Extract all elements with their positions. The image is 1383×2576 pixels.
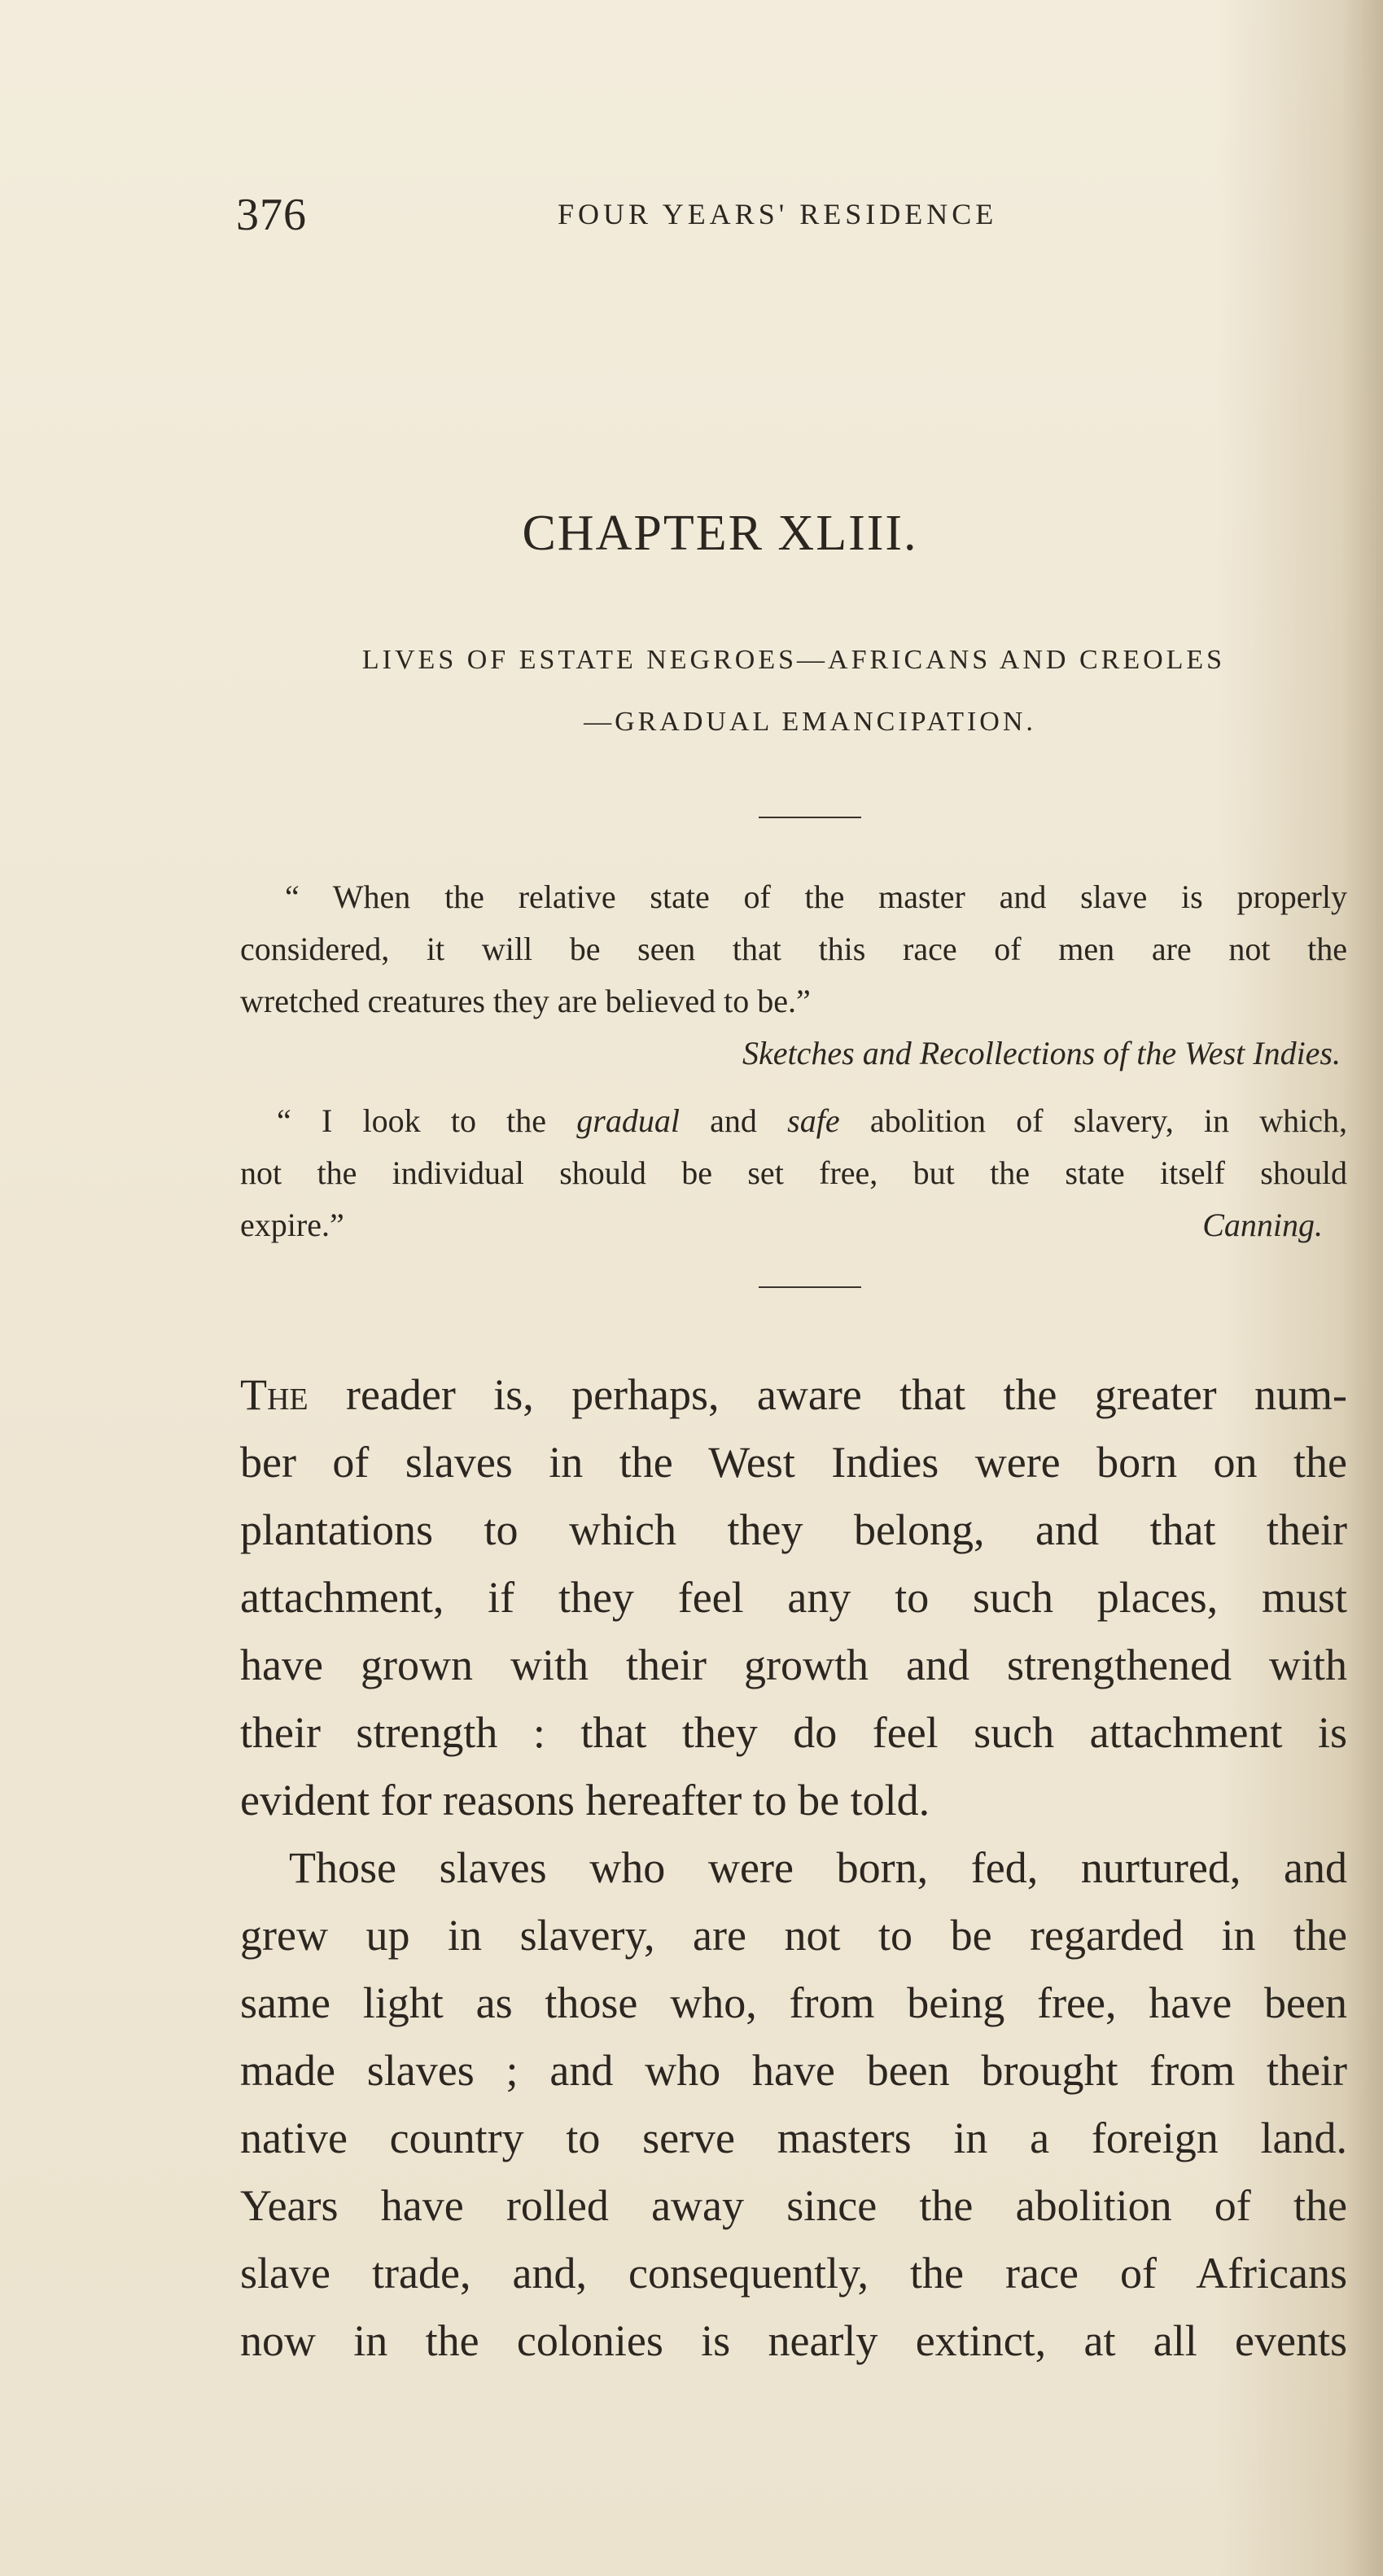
chapter-subtitle: [240, 629, 1347, 753]
divider-rule-top: [759, 817, 861, 818]
divider-rule-bottom: [759, 1286, 861, 1288]
running-title: FOUR YEARS' RESIDENCE: [558, 198, 998, 230]
body-line-text: reader is, perhaps, aware that the greater num-: [308, 1370, 1347, 1419]
epigraph-2-last-line: [240, 1199, 1347, 1251]
body-line: plantations to which they belong, and that their: [240, 1505, 1347, 1554]
epigraph-2-last-words: expire.”: [240, 1207, 344, 1243]
epigraph-2: [240, 1095, 1347, 1251]
bleed-through-texture: [269, 269, 1359, 342]
chapter-subtitle-line-2: —GRADUAL EMANCIPATION.: [584, 707, 1036, 737]
body-line: Years have rolled away since the abolition of the: [240, 2181, 1347, 2230]
body-line: grew up in slavery, are not to be regarded in the: [240, 1911, 1347, 1960]
body-line: attachment, if they feel any to such places, must: [240, 1573, 1347, 1622]
body-line: made slaves ; and who have been brought from their: [240, 2046, 1347, 2095]
epigraph-2-attribution: Canning.: [1202, 1207, 1323, 1243]
epigraph-1-line: “ When the relative state of the master and slave is properly: [285, 878, 1347, 915]
body-line: native country to serve masters in a foreign land.: [240, 2114, 1347, 2162]
body-line: Those slaves who were born, fed, nurtured, and: [289, 1843, 1347, 1892]
epigraph-2-line-2: not the individual should be set free, but the state itself should: [240, 1154, 1347, 1191]
body-line: have grown with their growth and strengthened with: [240, 1641, 1347, 1689]
chapter-title: CHAPTER XLIII.: [522, 506, 918, 561]
epigraph-2-line-1: “ I look to the gradual and safe abolition of slavery, in which,: [277, 1102, 1347, 1139]
drop-word: The: [240, 1370, 309, 1419]
body-line: same light as those who, from being free, have been: [240, 1978, 1347, 2027]
epigraph-1-attribution: Sketches and Recollections of the West Indies.: [742, 1035, 1341, 1071]
body-line: evident for reasons hereafter to be told.: [240, 1776, 930, 1825]
body-text: [240, 1361, 1347, 2375]
epigraph-1-line: considered, it will be seen that this race of men are not the: [240, 931, 1347, 967]
epigraph-1: [240, 871, 1347, 1080]
chapter-subtitle-line-1: LIVES OF ESTATE NEGROES—AFRICANS AND CREOLES: [361, 645, 1226, 675]
running-head: [236, 189, 1066, 246]
body-line: now in the colonies is nearly extinct, at all events: [240, 2316, 1347, 2365]
epigraph-1-line: wretched creatures they are believed to be.”: [240, 983, 811, 1019]
body-line: their strength : that they do feel such attachment is: [240, 1708, 1347, 1757]
body-line: ber of slaves in the West Indies were born on the: [240, 1438, 1347, 1487]
body-line: slave trade, and, consequently, the race of Africans: [240, 2249, 1347, 2298]
page-number: 376: [236, 190, 307, 240]
body-line: [240, 1361, 1347, 1429]
